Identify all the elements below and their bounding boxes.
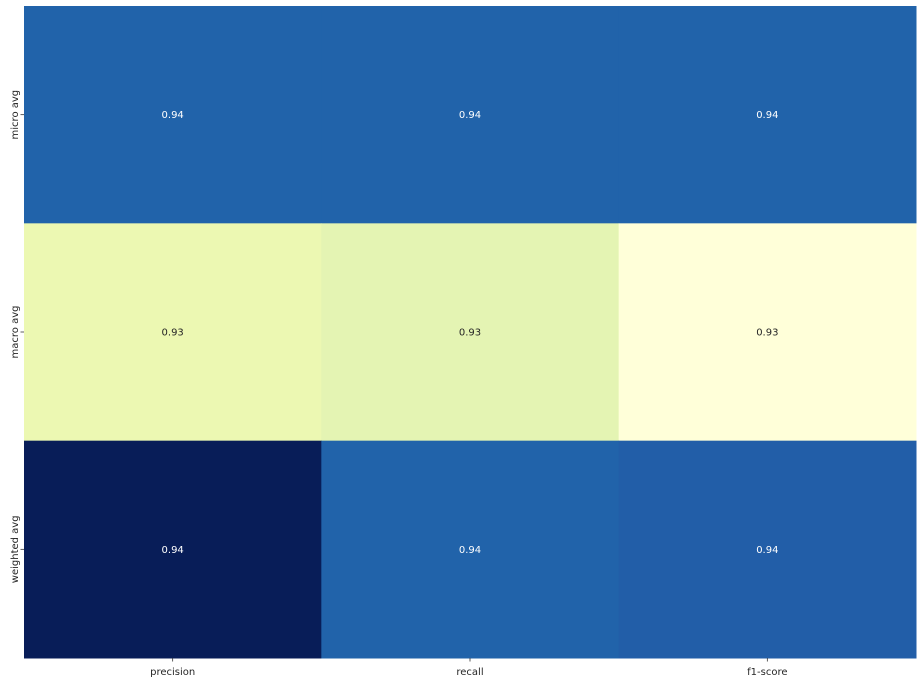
cell-annotation-macro-avg-precision: 0.93 (161, 327, 184, 339)
cell-annotation-micro-avg-recall: 0.94 (458, 110, 482, 122)
y-tick-label-macro-avg: macro avg (10, 305, 21, 359)
cell-annotation-macro-avg-recall: 0.93 (458, 327, 482, 339)
x-tick-label-f1-score: f1-score (747, 667, 788, 678)
cell-annotation-weighted-avg-f1-score: 0.94 (756, 544, 779, 556)
y-axis (10, 90, 24, 583)
cell-annotation-weighted-avg-precision: 0.94 (161, 544, 184, 556)
y-tick-label-weighted-avg: weighted avg (10, 515, 21, 584)
cell-annotation-micro-avg-f1-score: 0.94 (756, 110, 779, 122)
cell-annotation-micro-avg-precision: 0.94 (161, 110, 184, 122)
cell-annotation-weighted-avg-recall: 0.94 (458, 544, 482, 556)
cell-annotation-macro-avg-f1-score: 0.93 (756, 327, 779, 339)
x-tick-label-precision: precision (150, 667, 196, 678)
x-tick-label-recall: recall (456, 667, 484, 678)
y-tick-label-micro-avg: micro avg (10, 89, 21, 140)
x-axis (150, 658, 787, 678)
